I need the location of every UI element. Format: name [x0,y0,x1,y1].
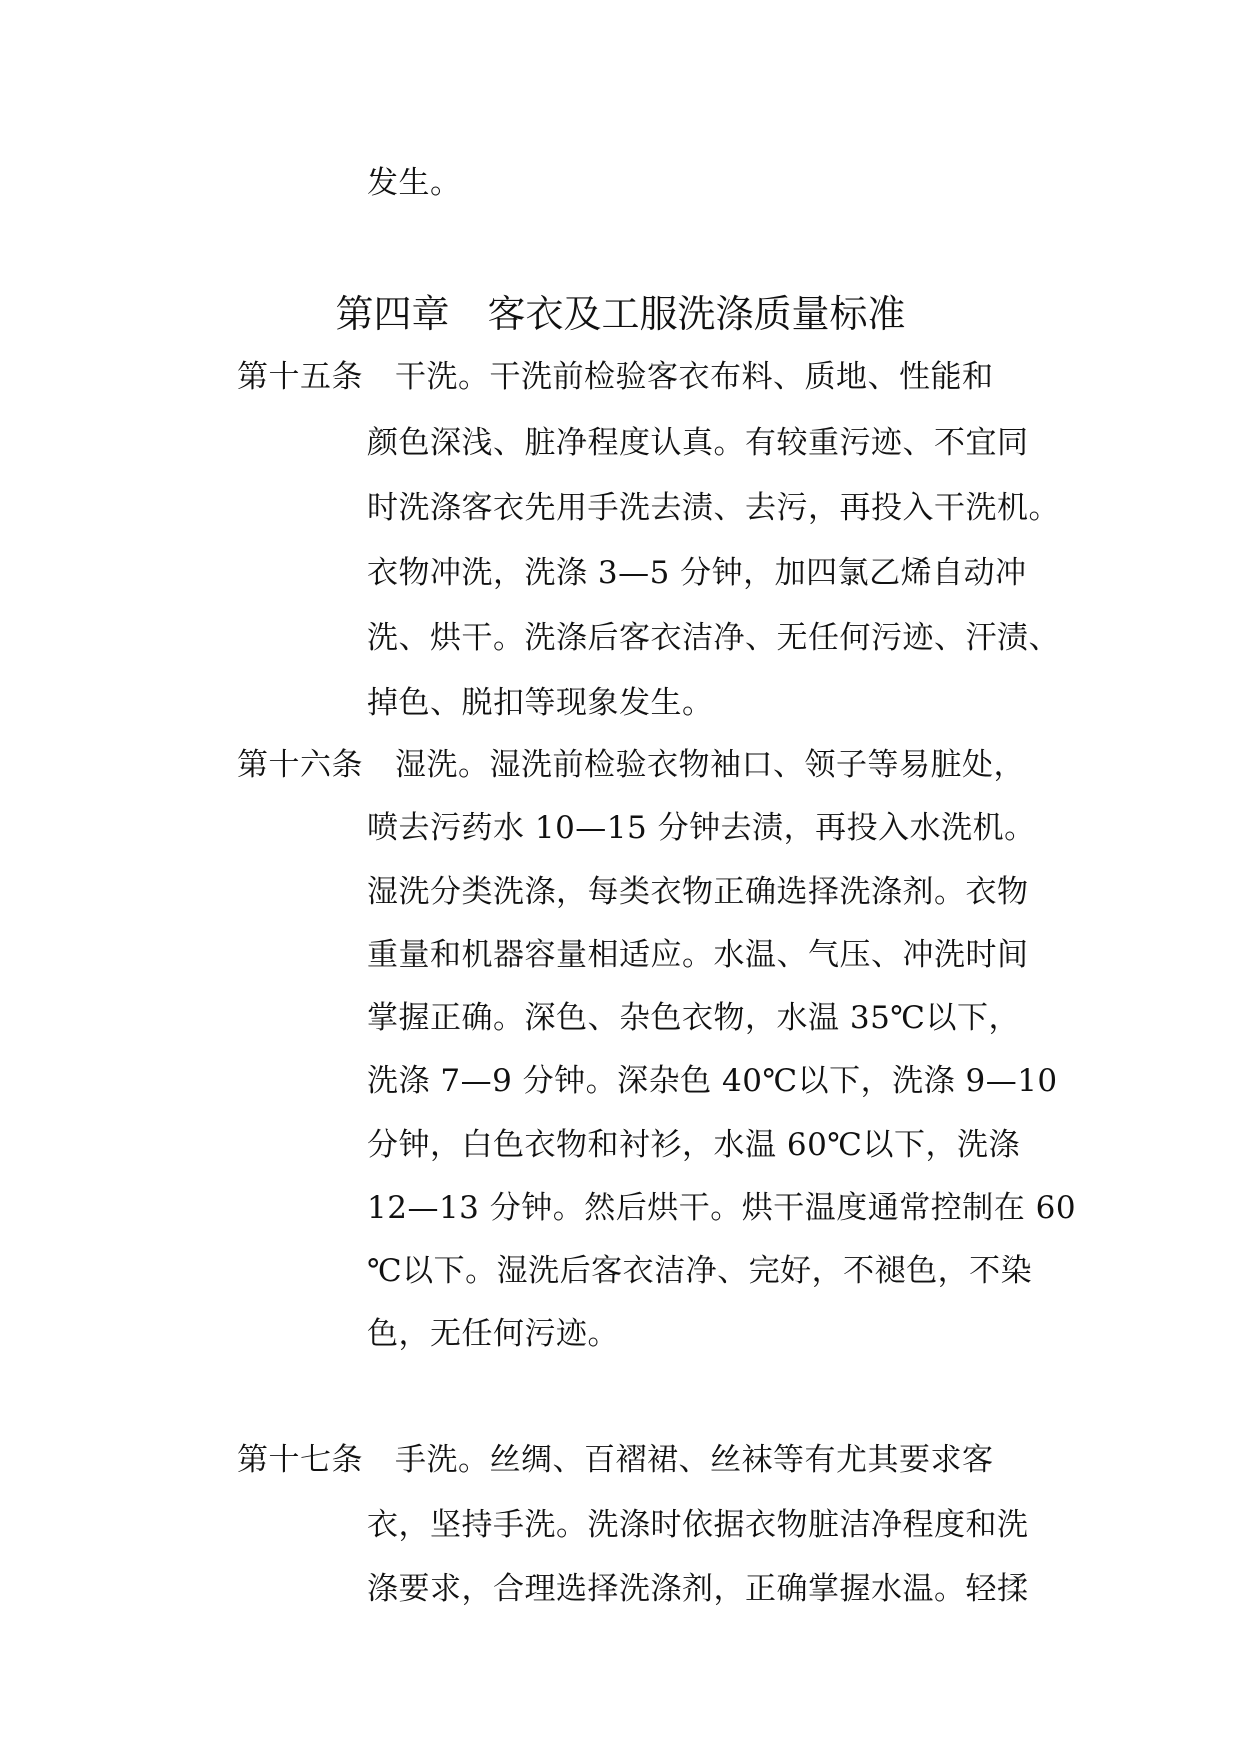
article-16-line: 分钟，白色衣物和衬衫，水温 60℃以下，洗涤 [367,1127,1020,1163]
article-16-line: 12—13 分钟。然后烘干。烘干温度通常控制在 60 [367,1190,1077,1226]
article-16-line: 洗涤 7—9 分钟。深杂色 40℃以下，洗涤 9—10 [367,1063,1058,1099]
article-15-first-line [237,357,994,397]
article-17-first-line [237,1440,994,1480]
chapter-title: 客衣及工服洗涤质量标准 [487,292,906,336]
article-16-line: ℃以下。湿洗后客衣洁净、完好，不褪色，不染 [367,1253,1033,1289]
article-17-line: 涤要求，合理选择洗涤剂，正确掌握水温。轻揉 [367,1571,1029,1607]
article-17-number: 第十七条 [237,1442,363,1478]
article-16-number: 第十六条 [237,747,363,783]
article-15-line: 颜色深浅、脏净程度认真。有较重污迹、不宜同 [367,425,1029,461]
article-15-number: 第十五条 [237,359,363,395]
article-17-text: 手洗。丝绸、百褶裙、丝袜等有尤其要求客 [395,1442,994,1478]
article-16-line: 掌握正确。深色、杂色衣物，水温 35℃以下， [367,1000,1020,1036]
article-16-line: 色，无任何污迹。 [367,1316,619,1352]
article-15-text: 干洗。干洗前检验客衣布料、质地、性能和 [395,359,994,395]
article-16-line: 重量和机器容量相适应。水温、气压、冲洗时间 [367,937,1029,973]
article-15-line: 洗、烘干。洗涤后客衣洁净、无任何污迹、汗渍、 [367,620,1060,656]
chapter-heading [0,290,1241,338]
article-16-text: 湿洗。湿洗前检验衣物袖口、领子等易脏处， [395,747,1025,783]
chapter-number: 第四章 [335,292,450,336]
article-15-line: 衣物冲洗，洗涤 3—5 分钟，加四氯乙烯自动冲 [367,555,1027,591]
article-15-line: 掉色、脱扣等现象发生。 [367,685,714,721]
continuation-text: 发生。 [367,165,462,201]
article-15-line: 时洗涤客衣先用手洗去渍、去污，再投入干洗机。 [367,490,1060,526]
article-16-line: 喷去污药水 10—15 分钟去渍，再投入水洗机。 [367,810,1036,846]
article-17-line: 衣，坚持手洗。洗涤时依据衣物脏洁净程度和洗 [367,1507,1029,1543]
article-16-line: 湿洗分类洗涤，每类衣物正确选择洗涤剂。衣物 [367,874,1029,910]
article-16-first-line [237,745,1025,785]
